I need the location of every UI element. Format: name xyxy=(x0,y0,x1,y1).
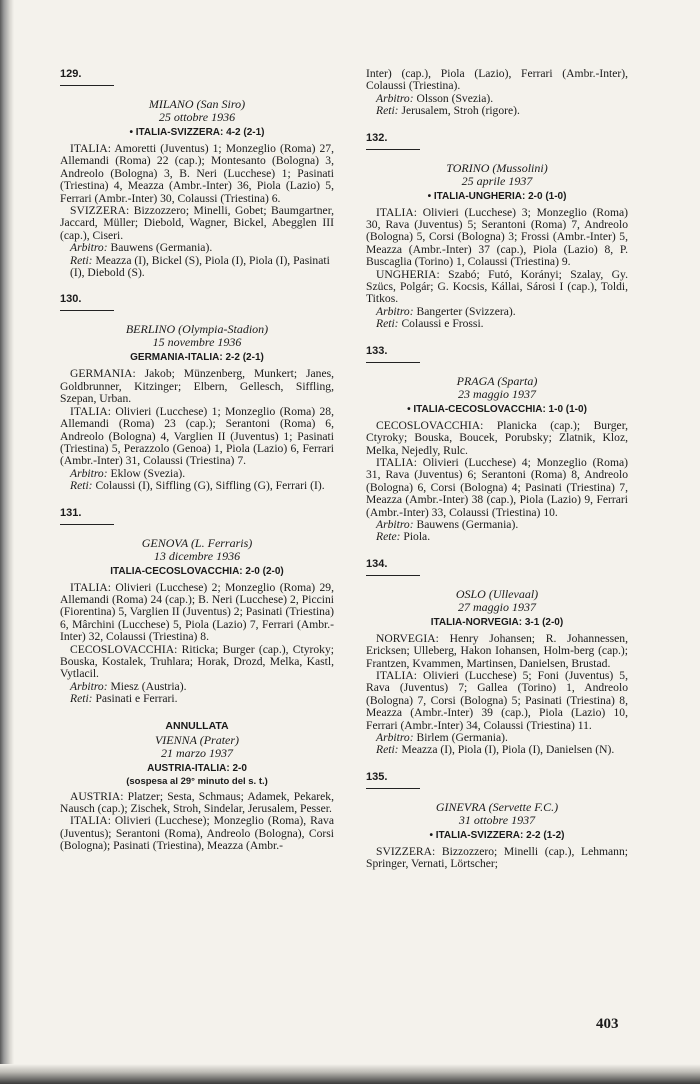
match-132 xyxy=(366,130,628,331)
goals: Meazza (I), Piola (I), Piola (I), Danielsen (N). xyxy=(401,743,615,757)
match-130 xyxy=(60,291,334,492)
goals-label: Reti: xyxy=(70,479,93,493)
lineup: ITALIA: Olivieri (Lucchese) 1; Monzeglio (Roma) 28, Allemandi (Roma) 23 (cap.); Serantoni (Roma) 6, Andreolo (Bologna) 4, Varglien II (Juventus) 1; Pasinati (Triestina) 5, Perazzolo (Genoa) 1, Piola (Lazio) 6, Ferrari (Ambr.-Inter) 31, Colaussi (Triestina) 7. xyxy=(60,404,334,468)
match-venue: GENOVA (L. Ferraris) xyxy=(141,535,253,550)
match-venue: GINEVRA (Servette F.C.) xyxy=(435,799,559,814)
referee: Eklow (Svezia). xyxy=(110,466,186,480)
match-result: ITALIA-NORVEGIA: 3-1 (2-0) xyxy=(430,616,564,628)
lineup: GERMANIA: Jakob; Münzenberg, Munkert; Janes, Goldbrunner, Kitzinger; Elbern, Gellesch, Siffling, Szepan, Urban. xyxy=(60,367,334,406)
lineup: CECOSLOVACCHIA: Riticka; Burger (cap.), Ctyroky; Bouska, Kostalek, Truhlara; Horak, Drozd, Melka, Kastl, Vytlacil. xyxy=(60,642,334,681)
match-result: ITALIA-CECOSLOVACCHIA: 2-0 (2-0) xyxy=(110,565,284,577)
goals: Colaussi e Frossi. xyxy=(401,317,484,331)
referee: Bauwens (Germania). xyxy=(110,241,213,255)
match-number: 132. xyxy=(366,130,420,150)
lineup: ITALIA: Olivieri (Lucchese) 4; Monzeglio (Roma) 31, Rava (Juventus) 6; Serantoni (Roma) 8, Andreolo (Bologna) 6, Corsi (Bologna) 4; Pasinati (Triestina) 7, Meazza (Ambr.-Inter) 38 (cap.), Piola (Lazio) 9, Ferrari (Ambr.-Inter) 33, Colaussi (Triestina) 10. xyxy=(366,455,628,519)
match-venue: VIENNA (Prater) xyxy=(154,732,240,747)
match-result: • ITALIA-SVIZZERA: 2-2 (1-2) xyxy=(429,829,565,841)
referee: Miesz (Austria). xyxy=(110,679,187,693)
match-133 xyxy=(366,343,628,544)
lineup: NORVEGIA: Henry Johansen; R. Johannessen, Ericksen; Ulleberg, Hakon Iohansen, Holm-berg (cap.); Frantzen, Kvammen, Martinsen, Danielsen, Brustad. xyxy=(366,631,628,670)
match-date: 31 ottobre 1937 xyxy=(458,812,536,827)
match-129 xyxy=(60,66,334,279)
lineup: ITALIA: Olivieri (Lucchese) 5; Foni (Juventus) 5, Rava (Juventus) 7; Gallea (Torino) 1, Andreolo (Bologna) 7, Corsi (Bologna) 5; Pasinati (Triestina) 8, Meazza (Ambr.-Inter) 39 (cap.), Piola (Lazio) 10, Ferrari (Ambr.-Inter) 34, Colaussi (Triestina) 11. xyxy=(366,668,628,732)
goals: Colaussi (I), Siffling (G), Siffling (G), Ferrari (I). xyxy=(95,479,325,493)
referee-label: Arbitro: xyxy=(376,517,414,531)
referee-label: Arbitro: xyxy=(70,679,108,693)
lineup: ITALIA: Amoretti (Juventus) 1; Monzeglio (Roma) 27, Allemandi (Roma) 22 (cap.); Montesanto (Bologna) 3, Andreolo (Bologna) 3, B. Neri (Lucchese) 1; Pasinati (Triestina) 4, Meazza (Ambr.-Inter) 36, Piola (Lazio) 5, Ferrari (Ambr.-Inter) 30, Colaussi (Triestina) 6. xyxy=(60,142,334,205)
goals-line xyxy=(366,318,628,330)
referee-label: Arbitro: xyxy=(70,466,108,480)
goals-label: Reti: xyxy=(70,253,93,267)
match-note: (sospesa al 29° minuto del s. t.) xyxy=(126,775,268,787)
goals-label: Rete: xyxy=(376,530,401,544)
referee-label: Arbitro: xyxy=(376,304,414,318)
goals: Pasinati e Ferrari. xyxy=(95,692,178,706)
goals: Meazza (I), Bickel (S), Piola (I), Piola (I), Pasinati (I), Diebold (S). xyxy=(70,253,330,280)
match-venue: MILANO (San Siro) xyxy=(148,97,246,111)
referee: Olsson (Svezia). xyxy=(416,91,494,105)
match-number: 131. xyxy=(60,505,114,525)
match-date: 25 aprile 1937 xyxy=(461,173,533,188)
match-date: 27 maggio 1937 xyxy=(458,599,536,614)
goals-label: Reti: xyxy=(376,317,399,331)
lineup-continuation: Inter) (cap.), Piola (Lazio), Ferrari (Ambr.-Inter), Colaussi (Triestina). xyxy=(366,67,628,93)
goals-line xyxy=(366,531,628,543)
match-131 xyxy=(60,505,334,706)
right-column xyxy=(366,66,628,883)
match-date: 25 ottobre 1936 xyxy=(158,110,236,124)
lineup: CECOSLOVACCHIA: Planicka (cap.); Burger, Ctyroky; Bouska, Boucek, Porubsky; Zlatnik, Kloz, Melka, Nejedly, Rulc. xyxy=(366,418,628,457)
match-number: 134. xyxy=(366,556,420,576)
referee: Birlem (Germania). xyxy=(416,731,508,744)
referee-label: Arbitro: xyxy=(376,731,414,744)
page-bottom-shadow xyxy=(0,1064,700,1084)
referee: Bauwens (Germania). xyxy=(416,517,519,531)
lineup: UNGHERIA: Szabó; Futó, Korányi; Szalay, Gy. Szücs, Polgár; G. Kocsis, Kállai, Sárosi I (cap.), Toldi, Titkos. xyxy=(366,267,628,306)
lineup: ITALIA: Olivieri (Lucchese); Monzeglio (Roma), Rava (Juventus); Serantoni (Roma), Andreolo (Bologna), Corsi (Bologna); Pasinati (Triestina), Meazza (Ambr.- xyxy=(60,814,334,853)
match-venue: TORINO (Mussolini) xyxy=(446,160,548,175)
match-result: • ITALIA-SVIZZERA: 4-2 (2-1) xyxy=(129,127,265,138)
match-result: • ITALIA-CECOSLOVACCHIA: 1-0 (1-0) xyxy=(407,403,587,415)
goals-label: Reti: xyxy=(376,104,399,118)
lineup: SVIZZERA: Bizzozzero; Minelli (cap.), Lehmann; Springer, Vernati, Lörtscher; xyxy=(366,844,628,871)
match-venue: BERLINO (Olympia-Stadion) xyxy=(125,322,269,337)
goals: Piola. xyxy=(403,530,431,544)
match-date: 23 maggio 1937 xyxy=(458,386,536,401)
goals-line xyxy=(60,693,334,705)
match-result: AUSTRIA-ITALIA: 2-0 xyxy=(147,762,247,774)
match-134 xyxy=(366,556,628,757)
match-number: 135. xyxy=(366,769,420,789)
match-number: 133. xyxy=(366,343,420,363)
goals-line xyxy=(366,744,628,756)
left-column xyxy=(60,66,334,865)
goals-line xyxy=(60,255,334,280)
goals: Jerusalem, Stroh (rigore). xyxy=(401,104,520,118)
lineup: SVIZZERA: Bizzozzero; Minelli, Gobet; Baumgartner, Jaccard, Müller; Diebold, Wagner, Bickel, Abegglen III (cap.), Ciseri. xyxy=(60,204,334,242)
match-venue: PRAGA (Sparta) xyxy=(456,373,538,388)
match-date: 21 marzo 1937 xyxy=(160,745,233,760)
lineup: AUSTRIA: Platzer; Sesta, Schmaus; Adamek, Pekarek, Nausch (cap.); Zischek, Stroh, Sindelar, Jerusalem, Pesser. xyxy=(60,789,334,815)
annulled-heading: ANNULLATA xyxy=(165,719,229,732)
referee-label: Arbitro: xyxy=(70,241,108,255)
page-binding-shadow xyxy=(0,0,14,1084)
match-venue: OSLO (Ullevaal) xyxy=(455,586,539,601)
goals-line xyxy=(60,480,334,492)
match-result: GERMANIA-ITALIA: 2-2 (2-1) xyxy=(130,352,264,364)
goals-line xyxy=(366,105,628,117)
match-date: 13 dicembre 1936 xyxy=(153,548,241,563)
page-number: 403 xyxy=(596,1016,619,1032)
lineup: ITALIA: Olivieri (Lucchese) 3; Monzeglio (Roma) 30, Rava (Juventus) 5; Serantoni (Roma) 7, Andreolo (Bologna) 5, Corsi (Bologna) 3; Frossi (Ambr.-Inter) 5, Meazza (Ambr.-Inter) 37 (cap.), Piola (Lazio) 8, P. Buscaglia (Torino) 1, Colaussi (Triestina) 9. xyxy=(366,205,628,269)
goals-label: Reti: xyxy=(376,743,399,757)
goals-label: Reti: xyxy=(70,692,93,706)
annulled-match xyxy=(60,720,334,853)
match-result: • ITALIA-UNGHERIA: 2-0 (1-0) xyxy=(427,190,567,202)
lineup: ITALIA: Olivieri (Lucchese) 2; Monzeglio (Roma) 29, Allemandi (Roma) 24 (cap.); B. Neri (Lucchese) 2, Piccini (Fiorentina) 5, Varglien II (Juventus) 2; Pasinati (Triestina) 6, Mârchini (Lucchese) 5, Piola (Lazio) 7, Ferrari (Ambr.-Inter) 32, Colaussi (Triestina) 8. xyxy=(60,580,334,644)
referee: Bangerter (Svizzera). xyxy=(416,304,516,318)
annulled-continuation xyxy=(366,68,628,118)
match-date: 15 novembre 1936 xyxy=(152,335,242,350)
match-number: 129. xyxy=(60,66,114,86)
match-135 xyxy=(366,769,628,871)
match-number: 130. xyxy=(60,291,114,311)
referee-label: Arbitro: xyxy=(376,91,414,105)
